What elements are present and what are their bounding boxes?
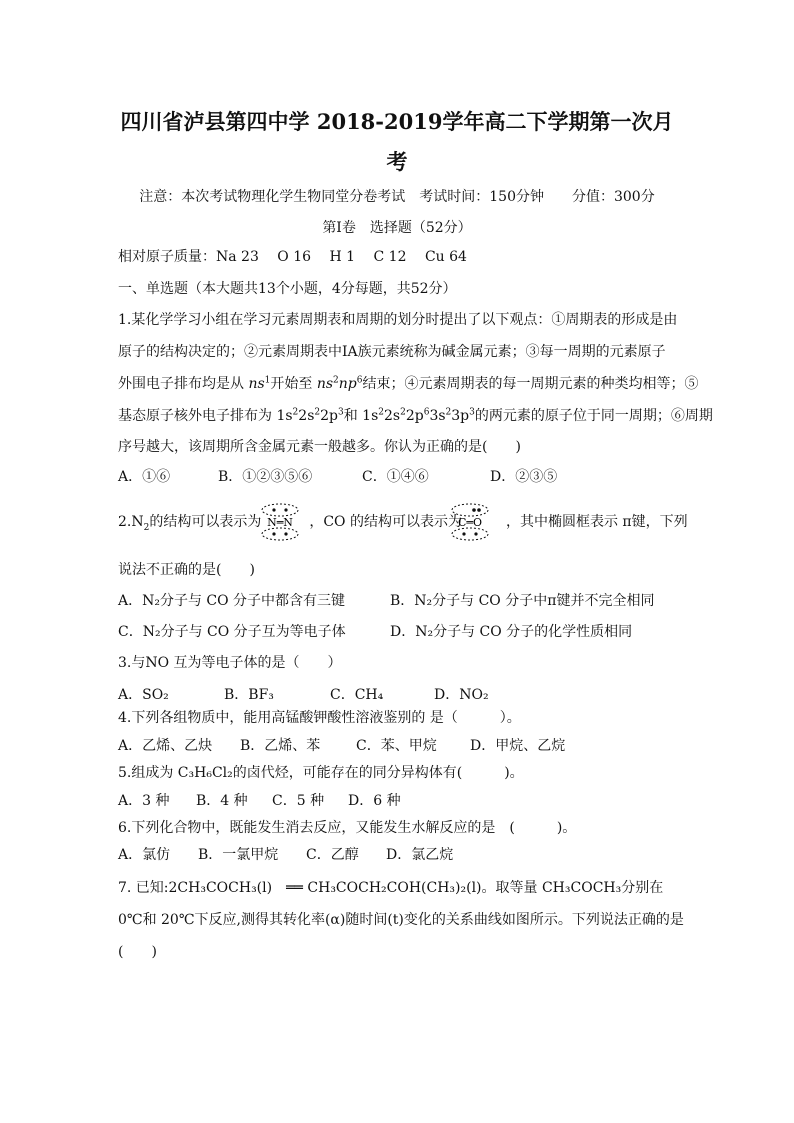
n2-pi-orbital-bottom (262, 528, 298, 540)
q1-line4 (118, 406, 713, 426)
q1-l4-s2: 2 (314, 407, 321, 418)
q2-option-b[interactable]: B．N₂分子与 CO 分子中π键并不完全相同 (390, 593, 655, 609)
q1-l3-sup2: 2 (333, 375, 339, 386)
exam-notice: 注意：本次考试物理化学生物同堂分卷考试 考试时间：150分钟 分值：300分 (139, 189, 655, 205)
q1-l4e: 2s (384, 408, 401, 424)
q5-option-a[interactable]: A．3 种 (118, 793, 170, 809)
q1-option-b[interactable]: B．①②③⑤⑥ (218, 469, 313, 485)
q1-l3b: 开始至 (270, 376, 317, 392)
q2-l1a: 2.N (118, 514, 144, 530)
co-electron (472, 508, 476, 512)
q2-option-c[interactable]: C．N₂分子与 CO 分子互为等电子体 (118, 624, 346, 640)
co-structure-figure (448, 502, 492, 542)
q1-l4-s1: 2 (292, 407, 299, 418)
q2-line1 (118, 512, 688, 532)
q3-option-a[interactable]: A．SO₂ (118, 687, 169, 703)
q1-l4-s4: 2 (378, 407, 384, 418)
q2-option-d[interactable]: D．N₂分子与 CO 分子的化学性质相同 (390, 624, 633, 640)
q1-l3c: 结束；④元素周期表的每一周期元素的种类均相等；⑤ (362, 376, 699, 392)
q5-option-c[interactable]: C．5 种 (272, 793, 325, 809)
co-pi-orbital-top (452, 504, 488, 516)
q1-l3-ns2: ns (316, 376, 334, 392)
q1-option-d[interactable]: D．②③⑤ (490, 469, 558, 485)
q1-l4c: 2p (320, 408, 338, 424)
q1-line2: 原子的结构决定的；②元素周期表中ⅠA族元素统称为碱金属元素；③每一周期的元素原子 (118, 344, 666, 360)
q1-l3-np: np (338, 376, 357, 392)
q1-l4b: 2s (298, 408, 315, 424)
section-heading: 第Ⅰ卷 选择题（52分） (322, 220, 472, 236)
exam-title-line2: 考 (386, 149, 408, 174)
exam-title-line1: 四川省泸县第四中学 2018-2019学年高二下学期第一次月 (120, 109, 674, 134)
q2-l1-sub: 2 (143, 522, 150, 533)
q1-l4d: 和 1s (343, 408, 379, 424)
q1-l4h: 3p (451, 408, 470, 424)
q4-stem: 4.下列各组物质中，能用高锰酸钾酸性溶液鉴别的 是（ ）。 (118, 710, 521, 726)
q5-stem: 5.组成为 C₃H₆Cl₂的卤代烃，可能存在的同分异构体有( )。 (118, 765, 524, 781)
q4-option-d[interactable]: D．甲烷、乙烷 (470, 738, 566, 754)
q4-option-a[interactable]: A．乙烯、乙炔 (118, 738, 213, 754)
q6-stem: 6.下列化合物中，既能发生消去反应，又能发生水解反应的是 ( )。 (118, 820, 577, 836)
co-electron (462, 532, 465, 535)
q2-l1c: ，CO 的结构可以表示为 (309, 514, 462, 530)
q1-l4a: 基态原子核外电子排布为 1s (118, 408, 293, 424)
q1-line5: 序号越大，该周期所含金属元素一般越多。你认为正确的是( ) (118, 439, 521, 455)
q7-line3: ( ) (118, 944, 157, 960)
q1-l4i: 的两元素的原子位于同一周期；⑥周期 (474, 408, 713, 424)
q2-l1d: ，其中椭圆框表示 π键，下列 (505, 514, 688, 530)
q1-l4-s5: 2 (400, 407, 406, 418)
q4-option-c[interactable]: C．苯、甲烷 (356, 738, 437, 754)
q5-option-d[interactable]: D．6 种 (348, 793, 401, 809)
co-electron (474, 532, 477, 535)
q1-l3-sup6: 6 (356, 375, 363, 386)
n2-electron (284, 532, 287, 535)
q3-option-c[interactable]: C．CH₄ (330, 687, 384, 703)
q2-l1b: 的结构可以表示为 (149, 514, 262, 530)
q3-option-b[interactable]: B．BF₃ (224, 687, 274, 703)
q1-l4-s7: 2 (445, 407, 452, 418)
q7-line1: 7. 已知:2CH₃COCH₃(l) ══ CH₃COCH₂COH(CH₃)₂(l)。取等量 CH₃COCH₃分别在 (118, 880, 664, 896)
q5-option-b[interactable]: B．4 种 (196, 793, 248, 809)
n2-electron (272, 532, 275, 535)
co-pi-orbital-bottom (452, 528, 488, 540)
n2-bond-label: N═N (267, 516, 293, 529)
n2-electron (272, 508, 275, 511)
q1-l3a: 外围电子排布均是从 (118, 376, 249, 392)
part-heading: 一、单选题（本大题共13个小题，4分每题，共52分） (118, 281, 457, 297)
co-electron (477, 508, 481, 512)
q1-l4f: 2p (405, 408, 424, 424)
q2-option-a[interactable]: A．N₂分子与 CO 分子中都含有三键 (118, 593, 346, 609)
q1-line3 (118, 374, 699, 394)
q6-option-a[interactable]: A．氯仿 (118, 847, 171, 863)
q2-line2: 说法不正确的是( ) (118, 562, 255, 578)
n2-structure-figure (258, 502, 302, 542)
q1-l3-ns: ns (248, 376, 265, 392)
q3-option-d[interactable]: D．NO₂ (434, 687, 489, 703)
q1-l4g: 3s (429, 408, 446, 424)
q3-stem: 3.与NO 互为等电子体的是（ ） (118, 655, 342, 671)
n2-electron (284, 508, 287, 511)
q1-line1: 1.某化学学习小组在学习元素周期表和周期的划分时提出了以下观点：①周期表的形成是由 (118, 312, 678, 328)
atomic-mass-line: 相对原子质量：Na 23 O 16 H 1 C 12 Cu 64 (118, 249, 467, 265)
q6-option-b[interactable]: B．一氯甲烷 (198, 847, 279, 863)
q1-option-c[interactable]: C．①④⑥ (362, 469, 429, 485)
q1-l4-s8: 3 (469, 407, 475, 418)
q6-option-d[interactable]: D．氯乙烷 (386, 847, 454, 863)
q6-option-c[interactable]: C．乙醇 (306, 847, 359, 863)
n2-pi-orbital-top (262, 504, 298, 516)
q1-l4-s3: 3 (337, 407, 344, 418)
q7-line2: 0℃和 20℃下反应,测得其转化率(α)随时间(t)变化的关系曲线如图所示。下列说法正确的是 (118, 912, 684, 928)
q1-option-a[interactable]: A．①⑥ (118, 469, 171, 485)
co-bond-label: C═O (457, 516, 483, 529)
q4-option-b[interactable]: B．乙烯、苯 (240, 738, 321, 754)
q1-l3-sup1: 1 (264, 375, 271, 386)
q1-l4-s6: 6 (423, 407, 430, 418)
